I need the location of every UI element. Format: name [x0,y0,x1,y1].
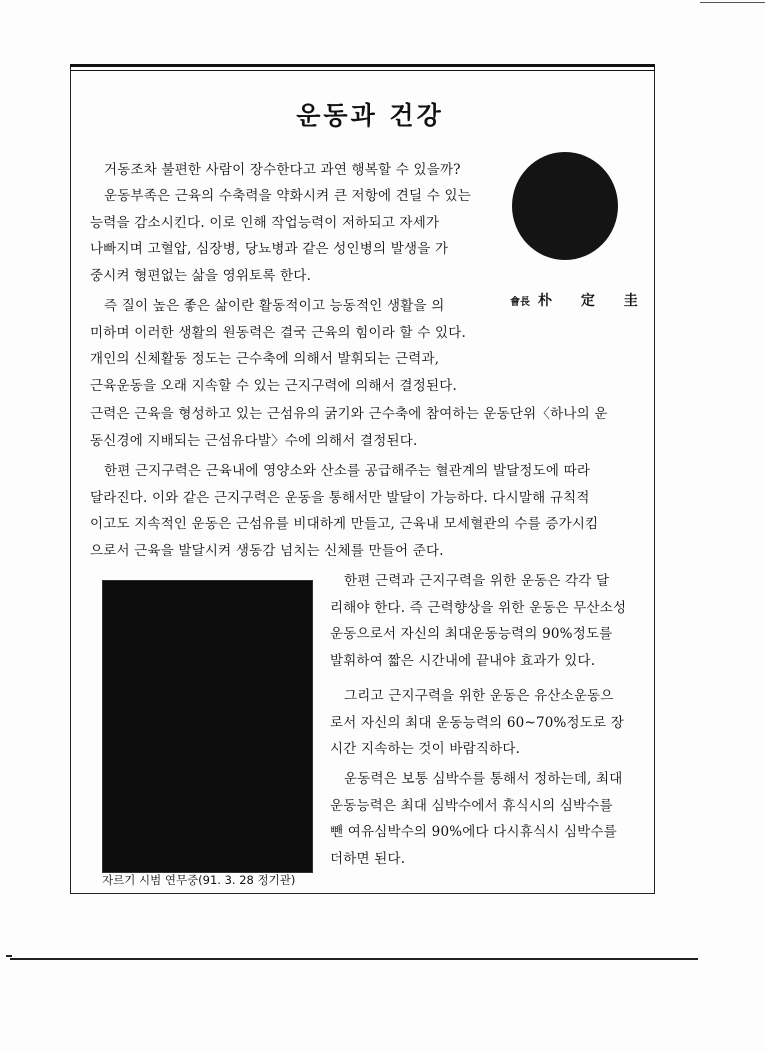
text-line: 로서 자신의 최대 운동능력의 60~70%정도로 장 [330,714,625,731]
text-line: 거동조차 불편한 사람이 장수한다고 과연 행복할 수 있을까? [104,162,461,178]
text-line: 운동으로서 자신의 최대운동능력의 90%정도를 [330,626,613,642]
paragraph-endurance [90,458,598,564]
author-role: 會長 [510,297,530,308]
text-line: 이고도 지속적인 운동은 근섬유를 비대하게 만들고, 근육내 모세혈관의 수를 증가시킴 [90,516,599,532]
text-line: 한편 근력과 근지구력을 위한 운동은 각각 달 [344,573,610,589]
photo-caption: 자르기 시범 연무중(91. 3. 28 정기관) [102,873,296,887]
text-line: 중시켜 형편없는 삶을 영위토록 한다. [90,267,312,284]
text-line: 뺀 여유심박수의 90%에다 다시휴식시 심박수를 [330,824,617,840]
paragraph-lack-of-exercise [90,183,471,289]
demonstration-photo [102,580,313,873]
text-line: 능력을 감소시킨다. 이로 인해 작업능력이 저하되고 자세가 [90,214,440,231]
paragraph-heart-rate [330,766,623,872]
paragraph-question [104,157,461,184]
text-line: 미하며 이러한 생활의 원동력은 결국 근육의 힘이라 할 수 있다. [90,324,466,341]
text-line: 운동능력은 최대 심박수에서 휴식시의 심박수를 [330,797,613,814]
text-line: 발휘하여 짧은 시간내에 끝내야 효과가 있다. [330,652,596,669]
paragraph-aerobic [330,683,624,763]
text-line: 달라진다. 이와 같은 근지구력은 운동을 통해서만 발달이 가능하다. 다시말해 규칙적 [90,489,590,506]
text-line: 운동부족은 근육의 수축력을 약화시켜 큰 저항에 견딜 수 있는 [104,188,471,204]
author-portrait [512,152,618,260]
frame-top-thick-rule [70,64,655,67]
paragraph-quality-of-life [90,293,466,399]
frame-top-thin-rule [70,70,655,71]
text-line: 으로서 근육을 발달시켜 생동감 넘치는 신체를 만들어 준다. [90,542,444,559]
text-line: 리해야 한다. 즉 근력향상을 위한 운동은 무산소성 [330,599,627,616]
paragraph-muscle-strength [90,401,608,454]
article-title: 운동과 건강 [296,101,444,130]
text-line: 즉 질이 높은 좋은 삶이란 활동적이고 능동적인 생활을 의 [104,298,445,314]
text-line: 더하면 된다. [330,850,406,867]
text-line: 근력은 근육을 형성하고 있는 근섬유의 굵기와 근수축에 참여하는 운동단위〈하나의 운 [90,406,608,422]
top-edge-rule [700,2,765,3]
text-line: 개인의 신체활동 정도는 근수축에 의해서 발휘되는 근력과, [90,351,440,367]
paragraph-training-methods [330,568,626,674]
text-line: 운동력은 보통 심박수를 통해서 정하는데, 최대 [344,771,623,787]
bottom-rule [10,958,698,960]
text-line: 동신경에 지배되는 근섬유다발〉수에 의해서 결정된다. [90,432,418,449]
text-line: 나빠지며 고혈압, 심장병, 당뇨병과 같은 성인병의 발생을 가 [90,241,449,257]
author-caption [510,290,650,310]
bottom-rule-tick [6,955,12,957]
text-line: 시간 지속하는 것이 바람직하다. [330,741,521,757]
text-line: 그리고 근지구력을 위한 운동은 유산소운동으 [344,688,614,704]
text-line: 근육운동을 오래 지속할 수 있는 근지구력에 의해서 결정된다. [90,377,457,394]
author-name: 朴 定 圭 [538,293,650,309]
text-line: 한편 근지구력은 근육내에 영양소와 산소를 공급해주는 혈관계의 발달정도에 따라 [104,463,591,479]
